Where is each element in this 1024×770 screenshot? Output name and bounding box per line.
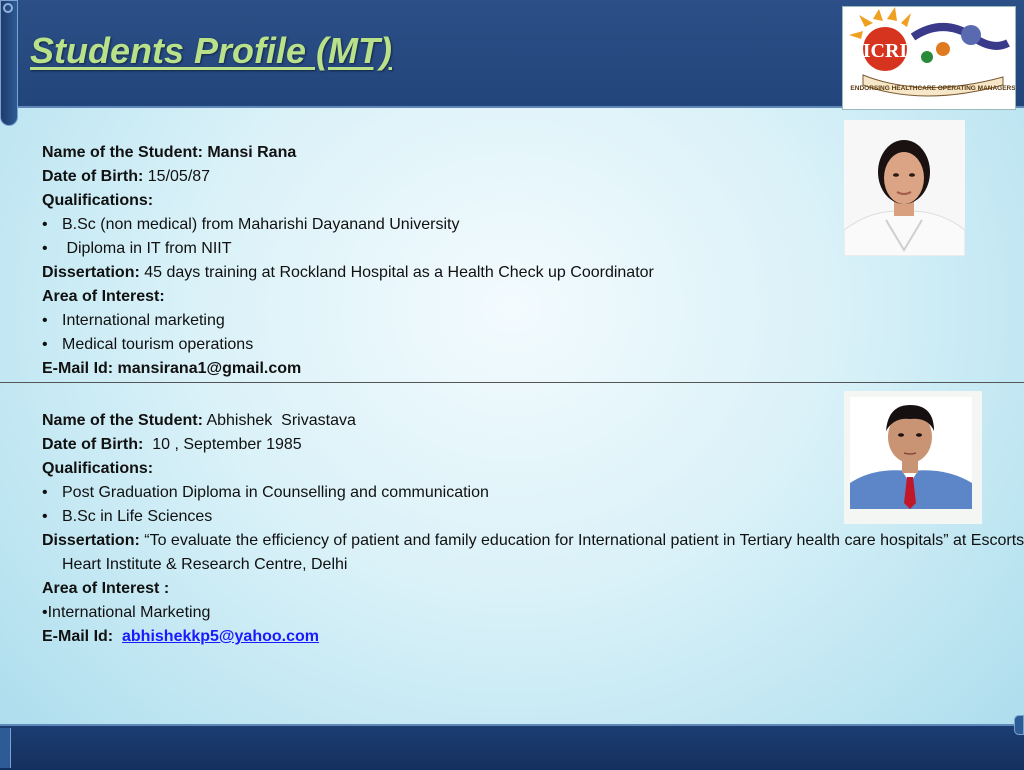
student-profile-1 [42,141,654,381]
date-of-birth [42,165,654,189]
dob-value: 15/05/87 [143,168,211,185]
name-label: Name of the Student: [42,412,203,429]
interest-label: Area of Interest: [42,288,165,305]
qualifications-label: Qualifications: [42,460,154,477]
interest-item: • International Marketing [42,601,1024,625]
slide-title: Students Profile (MT) [30,30,392,71]
email-label: E-Mail Id: [42,628,122,645]
dob-value: 10 , September 1985 [143,436,302,453]
qualification-item: • B.Sc (non medical) from Maharishi Dayanand University [42,213,654,237]
student-photo-mansi [844,120,965,256]
logo-text: ICRI [862,40,908,62]
qualification-item: • B.Sc in Life Sciences [42,505,1024,529]
footer-bar [0,724,1024,770]
icri-logo [842,6,1016,110]
name-value: Abhishek Srivastava [202,412,356,429]
logo-tagline: ENDORSING HEALTHCARE OPERATING MANAGERS [850,85,1015,92]
student-profile-2 [42,409,1024,649]
dissertation-value: “To evaluate the efficiency of patient and family education for International patient in Tertiary health care hospitals” at Escorts Heart Institute & Research Centre, Delhi [62,532,1024,573]
dissertation [42,529,1024,577]
interest-item: • Medical tourism operations [42,333,654,357]
interest-item: • International marketing [42,309,654,333]
dissertation-value: 45 days training at Rockland Hospital as a Health Check up Coordinator [139,264,654,281]
dissertation-label: Dissertation: [42,264,140,281]
section-divider [0,382,1024,383]
qualification-item: • Diploma in IT from NIIT [42,237,654,261]
dissertation-label: Dissertation: [42,532,140,549]
scroll-decoration [1014,715,1024,735]
email-line: E-Mail Id: mansirana1@gmail.com [42,360,302,377]
dissertation [42,261,654,285]
dob-label: Date of Birth: [42,436,144,453]
logo-graphic [843,7,1015,109]
date-of-birth [42,433,1024,457]
scroll-decoration [0,728,11,768]
interest-label: Area of Interest : [42,580,170,597]
student-name: Name of the Student: Mansi Rana [42,144,297,161]
email-line [42,625,1024,649]
student-name [42,409,1024,433]
dob-label: Date of Birth: [42,168,144,185]
email-link[interactable]: abhishekkp5@yahoo.com [122,628,319,645]
qualifications-label: Qualifications: [42,192,154,209]
scroll-decoration [0,0,18,126]
qualification-item: • Post Graduation Diploma in Counselling and communication [42,481,1024,505]
